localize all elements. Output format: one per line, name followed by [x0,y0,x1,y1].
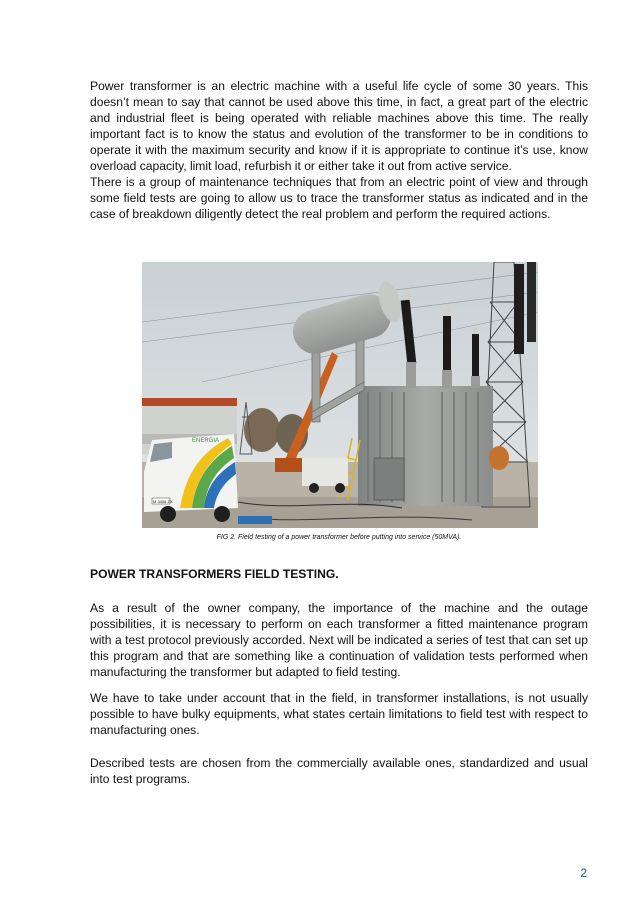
section-paragraph-1 [90,600,588,680]
section-heading: POWER TRANSFORMERS FIELD TESTING. [90,567,339,581]
van-brand-text: ENERGIA [192,438,220,444]
page-number: 2 [580,866,587,880]
section-paragraph-2 [90,690,588,738]
intro-paragraph-1: Power transformer is an electric machine with a useful life cycle of some 30 years. This doesn’t mean to say that cannot be used above this time, in fact, a great part of the electric and industrial fleet is being operated with reliable machines above this time. The really important fact is to know the status and evolution of the transformer to be in conditions to operate it with the maximum security and know if it is appropriate to continue it’s use, know overload capacity, limit load, refurbish it or either take it out from active service. [90,79,588,173]
section-paragraph-1-text: As a result of the owner company, the importance of the machine and the outage possibilities, it is necessary to perform on each transformer a fitted maintenance program with a test protocol previously accorded. Next will be indicated a series of test that can set up this program and that are something like a continuation of validation tests performed when manufacturing the transformer but adapted to field testing. [90,601,588,679]
intro-paragraph-2: There is a group of maintenance techniques that from an electric point of view and through some field tests are going to allow us to trace the transformer status as indicated and in the case of breakdown diligently detect the real problem and perform the required actions. [90,175,588,221]
section-paragraph-2-text: We have to take under account that in the field, in transformer installations, is not usually possible to have bulky equipments, what states certain limitations to field test with respect to manufacturing ones. [90,691,588,737]
intro-text [90,78,588,222]
section-paragraph-3-text: Described tests are chosen from the commercially available ones, standardized and usual into test programs. [90,756,588,786]
section-paragraph-3 [90,755,588,787]
transformer-photo [142,262,538,528]
van-plate-text: M 3456 ZX [153,499,173,504]
figure-caption: FIG 2. Field testing of a power transformer before putting into service (50MVA). [216,534,462,541]
